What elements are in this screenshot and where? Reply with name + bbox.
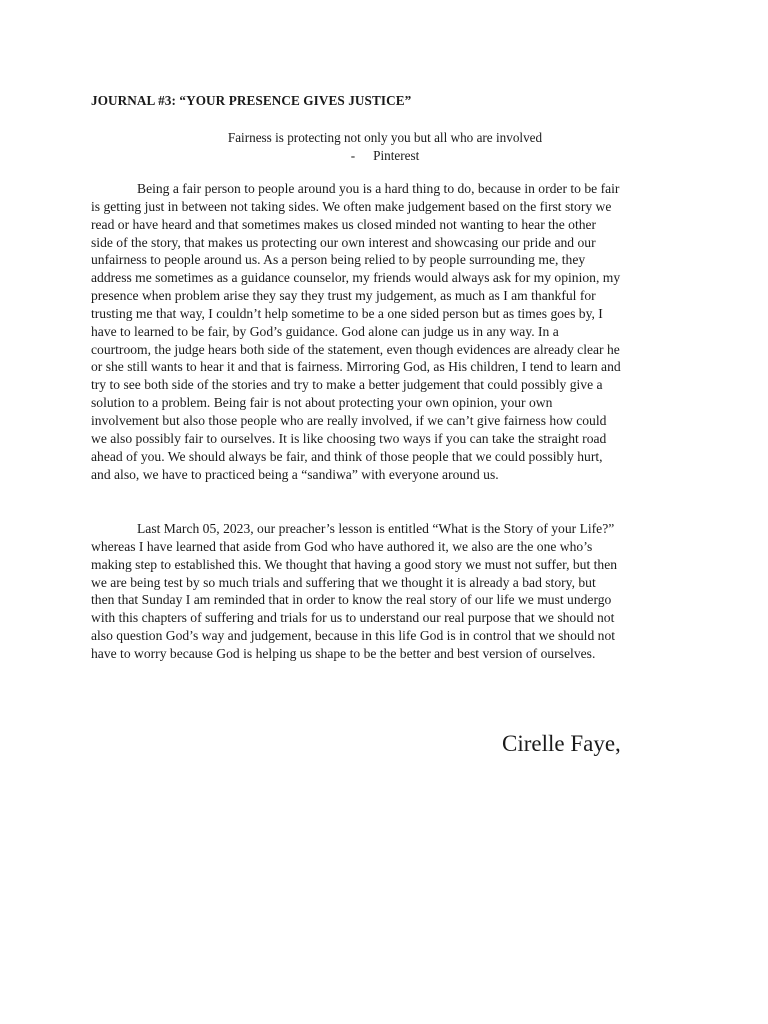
body-paragraph-2 (91, 520, 683, 663)
paragraph-line: have to learned to be fair, by God’s guidance. God alone can judge us in any way. In a (91, 323, 559, 339)
paragraph-line: involvement but also those people who are really involved, if we can’t give fairness how could (91, 412, 607, 428)
paragraph-line: have to worry because God is helping us shape to be the better and best version of ourselves. (91, 645, 596, 661)
attribution-source: Pinterest (373, 148, 420, 163)
paragraph-line: presence when problem arise they say they trust my judgement, as much as I am thankful for (91, 288, 596, 304)
paragraph-line: making step to established this. We thought that having a good story we must not suffer, but then (91, 556, 618, 572)
signature: Cirelle Faye, (502, 731, 621, 756)
paragraph-line: trusting me that way, I couldn’t help sometime to be a one sided person but as times goes by, I (91, 305, 603, 321)
paragraph-line: also question God’s way and judgement, because in this life God is in control that we should not (91, 628, 616, 644)
epigraph-attribution-line (91, 147, 679, 165)
paragraph-line: Being a fair person to people around you is a hard thing to do, because in order to be fair (137, 181, 620, 196)
paragraph-line: ahead of you. We should always be fair, and think of those people that we could possibly hurt, (91, 448, 603, 464)
paragraph-line: side of the story, that makes us protecting our own interest and showcasing our pride and our (91, 234, 596, 250)
paragraph-line: Last March 05, 2023, our preacher’s lesson is entitled “What is the Story of your Life?” (137, 521, 615, 536)
paragraph-line: try to see both side of the stories and try to make a better judgement that could possibly give a (91, 377, 603, 393)
paragraph-line: read or have heard and that sometimes makes us closed minded not wanting to hear the other (91, 216, 597, 232)
attribution-dash: - (350, 148, 356, 163)
paragraph-line: and also, we have to practiced being a “sandiwa” with everyone around us. (91, 466, 499, 482)
paragraph-line: we are being test by so much trials and suffering that we thought it is already a bad story, but (91, 574, 596, 590)
journal-title: JOURNAL #3: “YOUR PRESENCE GIVES JUSTICE” (91, 93, 412, 108)
paragraph-line: solution to a problem. Being fair is not about protecting your own opinion, your own (91, 395, 553, 411)
paragraph-line: courtroom, the judge hears both side of the statement, even though evidences are already clear he (91, 341, 620, 357)
paragraph-line: we also possibly fair to ourselves. It is like choosing two ways if you can take the straight road (91, 430, 607, 446)
epigraph-quote: Fairness is protecting not only you but all who are involved (227, 130, 543, 145)
paragraph-line: unfairness to people around us. As a person being relied to by people surrounding me, they (91, 252, 586, 268)
epigraph (91, 129, 679, 165)
body-paragraph-1 (91, 180, 683, 483)
paragraph-line: or she still wants to hear it and that is fairness. Mirroring God, as His children, I tend to learn and (91, 359, 621, 375)
paragraph-line: then that Sunday I am reminded that in order to know the real story of our life we must undergo (91, 592, 612, 608)
paragraph-line: address me sometimes as a guidance counselor, my friends would always ask for my opinion, my (91, 270, 621, 286)
paragraph-line: is getting just in between not taking sides. We often make judgement based on the first story we (91, 198, 612, 214)
paragraph-line: whereas I have learned that aside from God who have authored it, we also are the one who’s (91, 538, 593, 554)
paragraph-line: with this chapters of suffering and trials for us to understand our real purpose that we should not (91, 610, 615, 626)
